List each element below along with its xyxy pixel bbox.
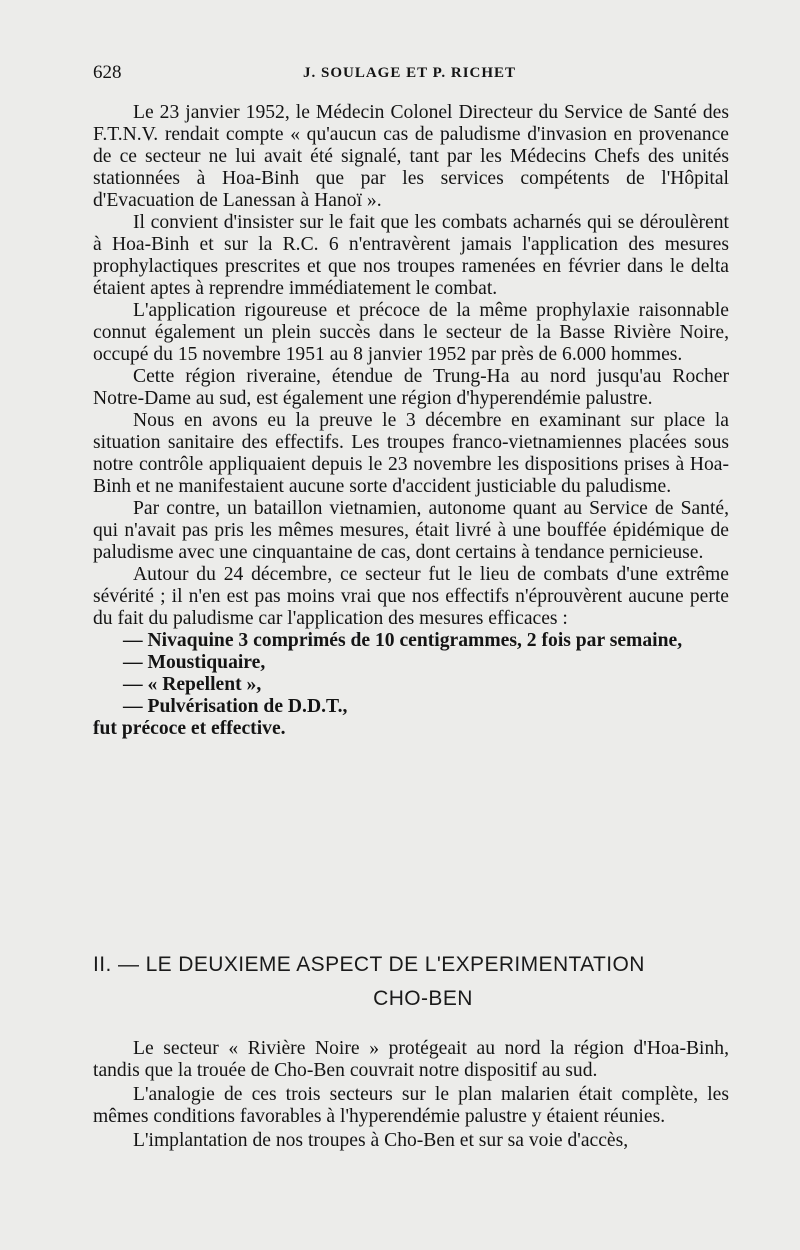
paragraph: L'implantation de nos troupes à Cho-Ben et sur sa voie d'accès, [133,1130,629,1151]
paragraph: Nous en avons eu la preuve le 3 décembre en examinant sur place la situation sanitaire des effectifs. Les troupes franco-vietnamiennes placées sous notre contrôle appliquaient depuis le 23 novembre les dispositions prises à Hoa-Binh et ne manifestaient aucune sorte d'accident justiciable du paludisme. [93,410,729,497]
paragraph: Par contre, un bataillon vietnamien, autonome quant au Service de Santé, qui n'avait pas pris les mêmes mesures, était livré à une bouffée épidémique de paludisme avec une cinquantaine de cas, dont certains à tendance pernicieuse. [93,498,729,563]
section-title-line2: CHO-BEN [373,987,473,1010]
paragraph: L'application rigoureuse et précoce de la même prophylaxie raisonnable connut également un plein succès dans le secteur de la Basse Rivière Noire, occupé du 15 novembre 1951 au 8 janvier 1952 par près de 6.000 hommes. [93,300,729,365]
section-heading [93,948,733,1016]
page-number: 628 [93,62,122,83]
paragraph: Le 23 janvier 1952, le Médecin Colonel Directeur du Service de Santé des F.T.N.V. rendait compte « qu'aucun cas de paludisme d'invasion en provenance de ce secteur ne lui avait été signalé, tant par les Médecins Chefs des unités stationnées à Hoa-Binh que par les services compétents de l'Hôpital d'Evacuation de Lanessan à Hanoï ». [93,102,729,211]
closing-line: fut précoce et effective. [93,718,286,739]
paragraph: Il convient d'insister sur le fait que les combats acharnés qui se déroulèrent à Hoa-Binh et sur la R.C. 6 n'entravèrent jamais l'application des mesures prophylactiques prescrites et que nos troupes ramenées en février dans le delta étaient aptes à reprendre immédiatement le combat. [93,212,729,299]
section-body [93,1038,729,1154]
list-item: — Nivaquine 3 comprimés de 10 centigrammes, 2 fois par semaine, [123,630,683,651]
paragraph: L'analogie de ces trois secteurs sur le plan malarien était complète, les mêmes conditions favorables à l'hyperendémie palustre y étaient réunies. [93,1084,729,1127]
list-item: — « Repellent », [123,674,262,695]
list-item: — Pulvérisation de D.D.T., [123,696,348,717]
running-title: J. SOULAGE ET P. RICHET [303,65,517,81]
paragraph: Autour du 24 décembre, ce secteur fut le lieu de combats d'une extrême sévérité ; il n'en est pas moins vrai que nos effectifs n'éprouvèrent aucune perte du fait du paludisme car l'application des mesures efficaces : [93,564,729,629]
section-title-line1: II. — LE DEUXIEME ASPECT DE L'EXPERIMENTATION [93,953,645,976]
page-header [93,62,733,90]
list-item: — Moustiquaire, [123,652,266,673]
measures-list [93,630,729,718]
body-text [93,102,729,740]
paragraph: Le secteur « Rivière Noire » protégeait au nord la région d'Hoa-Binh, tandis que la trouée de Cho-Ben couvrait notre dispositif au sud. [93,1038,729,1081]
paragraph: Cette région riveraine, étendue de Trung-Ha au nord jusqu'au Rocher Notre-Dame au sud, est également une région d'hyperendémie palustre. [93,366,729,409]
